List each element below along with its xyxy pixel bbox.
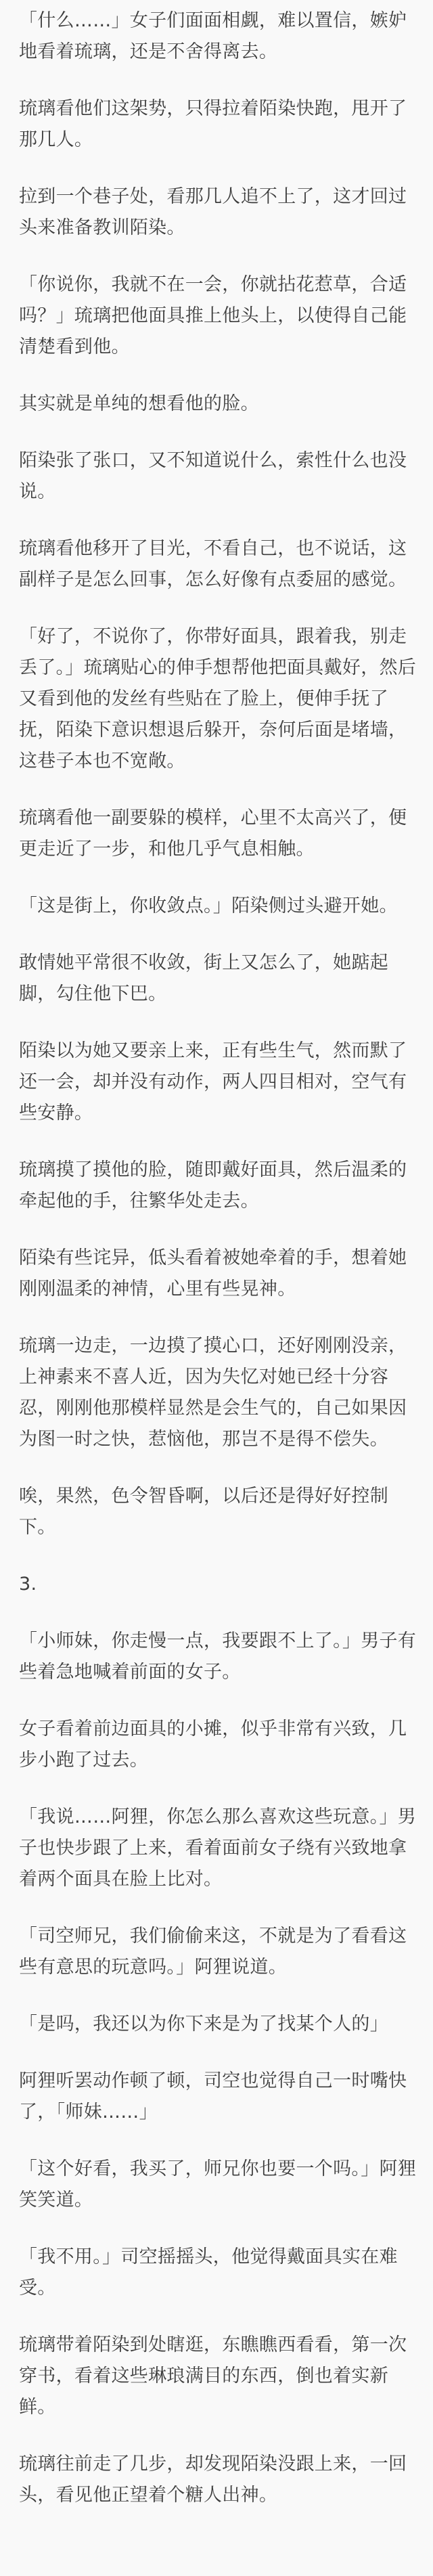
paragraph: 「小师妹，你走慢一点，我要跟不上了。」男子有些着急地喊着前面的女子。 bbox=[19, 1630, 417, 1683]
paragraph: 女子看着前边面具的小摊，似乎非常有兴致，几步小跑了过去。 bbox=[19, 1718, 407, 1771]
paragraph: 陌染有些诧异，低头看着被她牵着的手，想着她刚刚温柔的神情，心里有些晃神。 bbox=[19, 1247, 407, 1300]
paragraph: 「是吗，我还以为你下来是为了找某个人的」 bbox=[19, 2014, 388, 2035]
paragraph: 拉到一个巷子处，看那几人追不上了，这才回过头来准备教训陌染。 bbox=[19, 186, 407, 238]
paragraph: 「什么……」女子们面面相觑，难以置信，嫉妒地看着琉璃，还是不舍得离去。 bbox=[19, 10, 407, 62]
paragraph: 阿狸听罢动作顿了顿，司空也觉得自己一时嘴快了，「师妹……」 bbox=[19, 2070, 407, 2123]
paragraph: 「这个好看，我买了，师兄你也要一个吗。」阿狸笑笑道。 bbox=[19, 2158, 417, 2211]
paragraph: 「司空师兄，我们偷偷来这，不就是为了看看这些有意思的玩意吗。」阿狸说道。 bbox=[19, 1926, 407, 1978]
paragraph: 敢情她平常很不收敛，街上又怎么了，她踮起脚，勾住他下巴。 bbox=[19, 952, 388, 1004]
paragraph: 「你说你，我就不在一会，你就拈花惹草，合适吗？」琉璃把他面具推上他头上，以使得自己能清楚看到他。 bbox=[19, 274, 407, 357]
paragraph: 唉，果然，色令智昏啊，以后还是得好好控制下。 bbox=[19, 1486, 388, 1538]
paragraph: 琉璃看他们这架势，只得拉着陌染快跑，甩开了那几人。 bbox=[19, 98, 407, 150]
paragraph: 琉璃摸了摸他的脸，随即戴好面具，然后温柔的牵起他的手，往繁华处走去。 bbox=[19, 1159, 407, 1212]
paragraph: 琉璃看他移开了目光，不看自己，也不说话，这副样子是怎么回事，怎么好像有点委屈的感觉。 bbox=[19, 538, 407, 590]
paragraph: 「这是街上，你收敛点。」陌染侧过头避开她。 bbox=[19, 895, 398, 916]
paragraph: 琉璃看他一副要躲的模样，心里不太高兴了，便更走近了一步，和他几乎气息相触。 bbox=[19, 807, 407, 860]
paragraph: 琉璃带着陌染到处瞎逛，东瞧瞧西看看，第一次穿书，看着这些琳琅满目的东西，倒也着实新鲜。 bbox=[19, 2334, 407, 2418]
paragraph: 「我说……阿狸，你怎么那么喜欢这些玩意。」男子也快步跟了上来，看着面前女子绕有兴致地拿着两个面具在脸上比对。 bbox=[19, 1806, 417, 1890]
paragraph: 琉璃往前走了几步，却发现陌染没跟上来，一回头，看见他正望着个糖人出神。 bbox=[19, 2453, 407, 2506]
paragraph: 陌染张了张口，又不知道说什么，索性什么也没说。 bbox=[19, 450, 407, 502]
paragraph: 陌染以为她又要亲上来，正有些生气，然而默了还一会，却并没有动作，两人四目相对，空气有些安静。 bbox=[19, 1040, 407, 1124]
paragraph: 「我不用。」司空摇摇头，他觉得戴面具实在难受。 bbox=[19, 2246, 398, 2299]
section-number: 3. bbox=[19, 1574, 37, 1595]
paragraph: 「好了，不说你了，你带好面具，跟着我，别走丢了。」琉璃贴心的伸手想帮他把面具戴好，然后又看到他的发丝有些贴在了脸上，便伸手抚了抚，陌染下意识想退后躲开，奈何后面是堵墙，这巷子本也不宽敞。 bbox=[19, 626, 417, 772]
paragraph: 琉璃一边走，一边摸了摸心口，还好刚刚没亲，上神素来不喜人近，因为失忆对她已经十分容忍，刚刚他那模样显然是会生气的，自己如果因为图一时之快，惹恼他，那岂不是得不偿失。 bbox=[19, 1335, 407, 1450]
paragraph: 其实就是单纯的想看他的脸。 bbox=[19, 393, 259, 414]
